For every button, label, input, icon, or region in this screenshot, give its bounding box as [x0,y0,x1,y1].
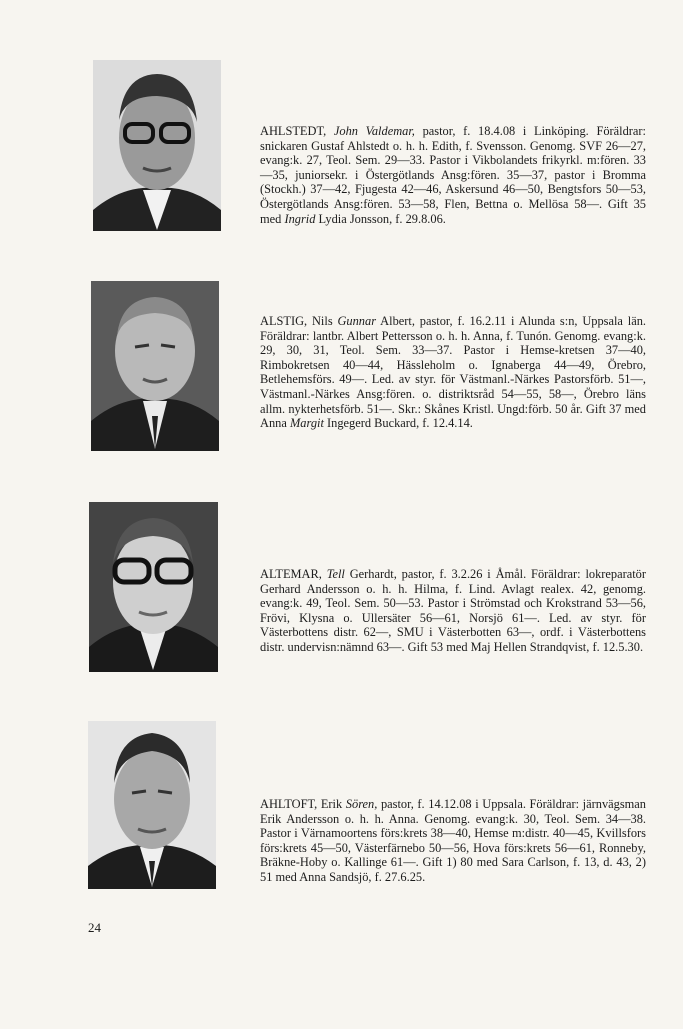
entry-text: pastor, f. 14.12.08 i Uppsala. Föräldrar: järnvägsman Erik Andersson o. h. h. Anna. Genomg. evang:k. 30, Teol. Sem. 34—38. Pastor i Värnamoortens förs:krets 38—40, Hemse m:distr. 40—45, Kvillsfors förs:krets 45—50, Västerfärnebo 50—56, Hova förs:krets 56—61, Ronneby, Bräkne-Hoby o. Kallinge 61—. Gift 1) 80 med Sara Carlson, f. 13, d. 43, 2) 51 med Anna Sandsjö, f. 27.6.25. [260,797,646,884]
entry-text: Gerhardt, pastor, f. 3.2.26 i Åmål. Föräldrar: lokreparatör Gerhard Andersson o. h. h. Hilma, f. Lind. Avlagt realex. 42, genomg. evang:k. 49, Teol. Sem. 50—53. Pastor i Strömstad och Krokstrand 53—56, Frövi, Klysna o. Ullersäter 56—61, Norsjö 61—. Led. av styr. för Västerbottens distr. 62—, SMU i Västerbotten 63—, ordf. i Västerbottens distr. undervisn:nämnd 63—. Gift 53 med Maj Hellen Strandqvist, f. 12.5.30. [260,567,646,654]
entry-given-pre: Erik [317,797,346,811]
entry-tail: Ingegerd Buckard, f. 12.4.14. [323,416,473,431]
entry-spouse-italic: Ingrid [284,211,316,226]
entry-text: Albert, pastor, f. 16.2.11 i Alunda s:n, Uppsala län. Föräldrar: lantbr. Albert Pettersson o. h. h. Anna, f. Tunón. Genomg. evang:k. 29, 30, 31, Teol. Sem. 33—37. Pastor i Hemse-kretsen 37—40, Rimbokretsen 40—44, Hässleholm o. Ignaberga 44—49, Örebro, Betlehemsförs. 49—. Led. av styr. för Västmanl.-Närkes Pastorsförb. 51—, Västmanl.-Närkes Ansg:fören. o. distriktsråd 54—55, 58—, Örebro läns allm. nykterhetsförb. 51—. Skr.: Skånes Kristl. Ungd:förb. 50 år. Gift 37 med Anna [260,314,646,431]
entry-given-italic: Sören, [345,797,378,811]
biography-entry-alstig [260,314,646,431]
entry-surname: AHLTOFT, [260,797,318,811]
entry-spouse-italic: Margit [289,416,324,431]
entry-surname: AHLSTEDT, [260,124,327,138]
entry-tail: Lydia Jonsson, f. 29.8.06. [315,211,446,226]
page-number: 24 [88,920,101,935]
portrait-photo-altemar [89,502,218,672]
biography-entry-altemar [260,567,646,655]
portrait-photo-ahltoft [88,721,216,889]
entry-surname: ALSTIG, [260,314,308,328]
entry-given-italic: Tell [326,567,345,581]
biography-entry-ahlstedt [260,124,646,226]
entry-text: pastor, f. 18.4.08 i Linköping. Föräldrar: snickaren Gustaf Ahlstedt o. h. h. Edith, f. Svensson. Genomg. SVF 26—27, evang:k. 27, Teol. Sem. 29—33. Pastor i Vikbolandets frikyrkl. m:fören. 33—35, juniorsekr. i Östergötlands Ansg:fören. 35—37, pastor i Bromma (Stockh.) 37—42, Fjugesta 42—46, Askersund 46—50, Bengtsfors 50—53, Östergötlands Ansg:fören. 53—58, Flen, Bettna o. Mellösa 58—. Gift 35 med [260,124,646,226]
entry-given-italic: John Valdemar, [333,124,415,138]
entry-given-italic: Gunnar [337,314,377,328]
entry-given-pre: Nils [307,314,338,328]
portrait-photo-alstig [91,281,219,451]
portrait-photo-ahlstedt [93,60,221,231]
biography-entry-ahltoft [260,797,646,885]
entry-surname: ALTEMAR, [260,567,322,581]
